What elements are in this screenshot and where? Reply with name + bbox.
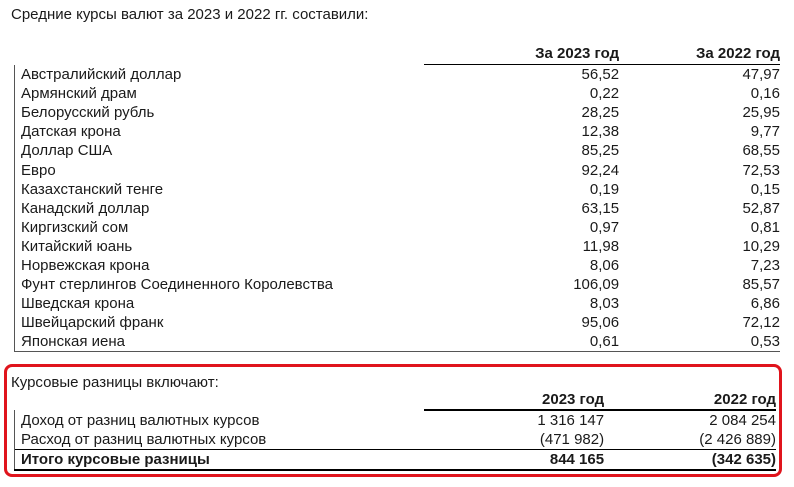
rate-2023: 92,24 [581,161,620,179]
currency-name: Швейцарский франк [15,313,425,332]
fx-header-2023: 2023 год [424,389,604,410]
fx-header-2022: 2022 год [604,389,776,410]
currency-name: Канадский доллар [15,199,425,218]
fx-row [15,430,777,450]
rate-2022: 68,55 [742,142,780,160]
fx-row-name: Расход от разниц валютных курсов [15,430,425,450]
rate-2022: 0,16 [750,85,780,103]
rate-2022: 72,53 [742,161,780,179]
currency-name: Белорусский рубль [15,103,425,122]
currency-name: Казахстанский тенге [15,180,425,199]
rate-2022: 47,97 [742,66,780,84]
currency-row [15,237,781,256]
currency-row [15,294,781,313]
rate-2023: 0,22 [589,85,620,103]
currency-name: Австралийский доллар [15,65,425,85]
fx-row-name: Доход от разниц валютных курсов [15,410,425,430]
currency-name: Киргизский сом [15,218,425,237]
currency-name: Шведская крона [15,294,425,313]
fx-row-2022: 2 084 254 [709,412,776,429]
currency-row [15,65,781,85]
currency-row [15,160,781,179]
fx-row-2022: (2 426 889) [699,431,776,448]
fx-row-2023: 1 316 147 [537,412,605,429]
rate-2023: 12,38 [581,123,620,141]
fx-header-row [15,389,777,410]
rate-2022: 72,12 [742,314,780,332]
rate-2022: 25,95 [742,104,780,122]
currency-row [15,180,781,199]
rate-2022: 7,23 [750,256,780,274]
rate-2023: 0,97 [589,218,620,236]
fx-total-row [15,450,777,471]
currency-name: Армянский драм [15,84,425,103]
currency-row [15,256,781,275]
currency-name: Евро [15,160,425,179]
rates-header-2023: За 2023 год [424,43,619,65]
rate-2023: 8,03 [589,295,620,313]
rate-2023: 95,06 [581,314,620,332]
rate-2022: 0,81 [750,218,780,236]
currency-name: Японская иена [15,332,425,352]
fx-row-2023: (471 982) [539,431,605,448]
intro-text: Средние курсы валют за 2023 и 2022 гг. составили: [11,6,369,23]
rate-2023: 85,25 [581,142,620,160]
rate-2022: 0,15 [750,180,780,198]
currency-row [15,103,781,122]
rate-2022: 10,29 [742,237,780,255]
fx-total-2023: 844 165 [424,450,604,471]
currency-row [15,122,781,141]
currency-name: Норвежская крона [15,256,425,275]
rate-2022: 6,86 [750,295,780,313]
currency-row [15,275,781,294]
rate-2023: 56,52 [581,66,620,84]
rate-2023: 63,15 [581,199,620,217]
rate-2023: 106,09 [573,276,620,294]
currency-row [15,84,781,103]
rates-header-2022: За 2022 год [619,43,780,65]
rate-2022: 9,77 [750,123,780,141]
fx-differences-table [14,389,776,471]
currency-row [15,218,781,237]
rate-2022: 85,57 [742,276,780,294]
currency-name: Фунт стерлингов Соединенного Королевства [15,275,425,294]
fx-total-name: Итого курсовые разницы [15,450,425,471]
currency-name: Китайский юань [15,237,425,256]
fx-total-2022: (342 635) [604,450,776,471]
rate-2023: 0,61 [424,332,619,352]
rate-2022: 0,53 [619,332,780,352]
fx-row [15,410,777,430]
currency-row [15,199,781,218]
currency-name: Доллар США [15,141,425,160]
fx-caption: Курсовые разницы включают: [11,374,219,391]
currency-name: Датская крона [15,122,425,141]
currency-row [15,141,781,160]
currency-row [15,313,781,332]
rate-2023: 28,25 [581,104,620,122]
rate-2023: 11,98 [582,237,620,255]
rate-2022: 52,87 [742,199,780,217]
rate-2023: 8,06 [589,256,620,274]
rates-header-row [15,43,781,65]
exchange-rates-table [14,43,780,352]
rate-2023: 0,19 [589,180,620,198]
currency-row [15,332,781,352]
